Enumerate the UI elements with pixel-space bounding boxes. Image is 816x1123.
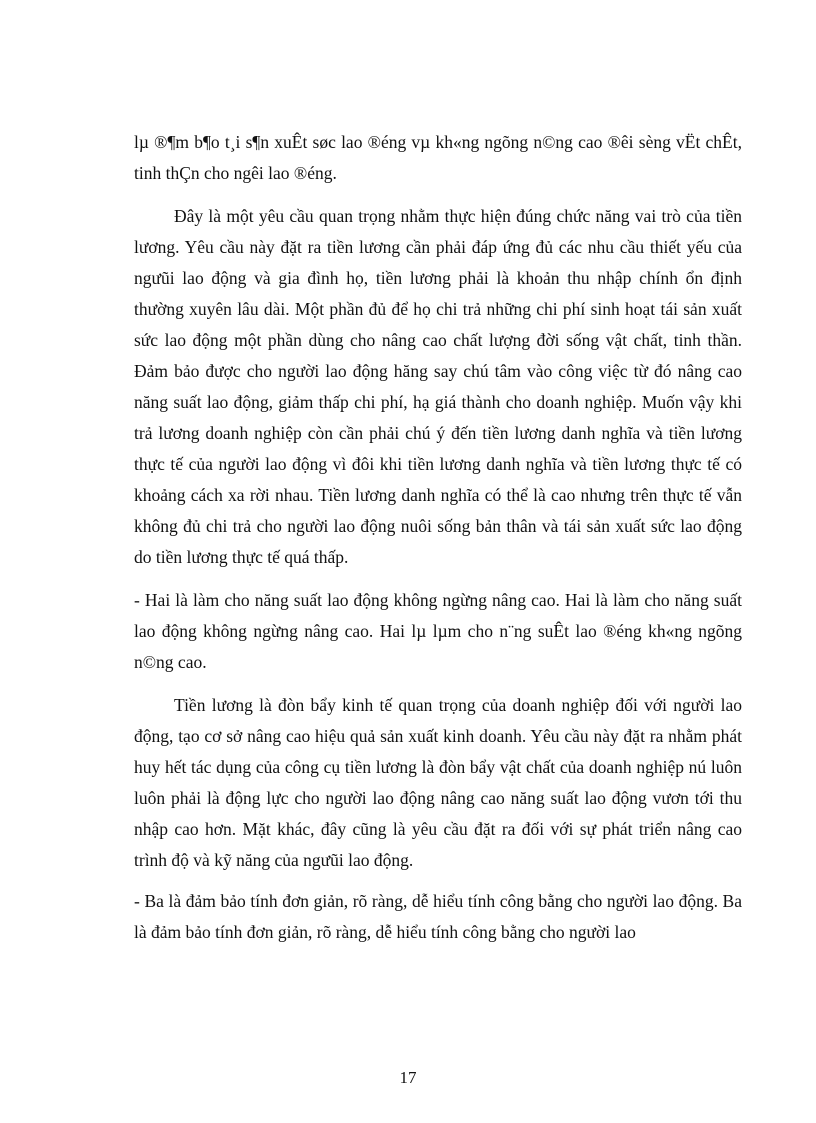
page-body (134, 127, 742, 948)
paragraph-requirement-one: Đây là một yêu cầu quan trọng nhằm thực hiện đúng chức năng vai trò của tiền lương. Yêu cầu này đặt ra tiền lương cần phải đáp ứng đủ các nhu cầu thiết yếu của ngưũi lao động và gia đình họ, tiền lương phải là khoản thu nhập chính ổn định thường xuyên lâu dài. Một phần đủ để họ chi trả những chi phí sinh hoạt tái sản xuất sức lao động một phần dùng cho nâng cao chất lượng đời sống vật chất, tinh thần. Đảm bảo được cho người lao động hăng say chú tâm vào công việc từ đó nâng cao năng suất lao động, giảm thấp chi phí, hạ giá thành cho doanh nghiệp. Muốn vậy khi trả lương doanh nghiệp còn cần phải chú ý đến tiền lương danh nghĩa và tiền lương thực tế của người lao động vì đôi khi tiền lương danh nghĩa và tiền lương thực tế có khoảng cách xa rời nhau. Tiền lương danh nghĩa có thể là cao nhưng trên thực tế vẫn không đủ chi trả cho người lao động nuôi sống bản thân và tái sản xuất sức lao động do tiền lương thực tế quá thấp. (134, 206, 742, 567)
paragraph-continuation: lµ ®¶m b¶o t¸i s¶n xuÊt søc lao ®éng vµ kh«ng ngõng n©ng cao ®êi sèng vËt chÊt, tinh thÇn cho ngêi lao ®éng. (134, 132, 742, 183)
paragraph-point-three: - Ba là đảm bảo tính đơn giản, rõ ràng, dễ hiểu tính công bằng cho người lao động. Ba là đảm bảo tính đơn giản, rõ ràng, dễ hiểu tính công bằng cho người lao (134, 891, 742, 942)
page-number: 17 (399, 1068, 417, 1087)
paragraph-point-two: - Hai là làm cho năng suất lao động không ngừng nâng cao. Hai là làm cho năng suất lao động không ngừng nâng cao. Hai lµ lµm cho n¨ng suÊt lao ®éng kh«ng ngõng n©ng cao. (134, 590, 742, 672)
paragraph-requirement-two: Tiền lương là đòn bẩy kinh tế quan trọng của doanh nghiệp đối với người lao động, tạo cơ sở nâng cao hiệu quả sản xuất kinh doanh. Yêu cầu này đặt ra nhằm phát huy hết tác dụng của công cụ tiền lương là đòn bẩy vật chất của doanh nghiệp nú luôn luôn phải là động lực cho người lao động nâng cao năng suất lao động vươn tới thu nhập cao hơn. Mặt khác, đây cũng là yêu cầu đặt ra đối với sự phát triển nâng cao trình độ và kỹ năng của ngưũi lao động. (134, 695, 742, 870)
